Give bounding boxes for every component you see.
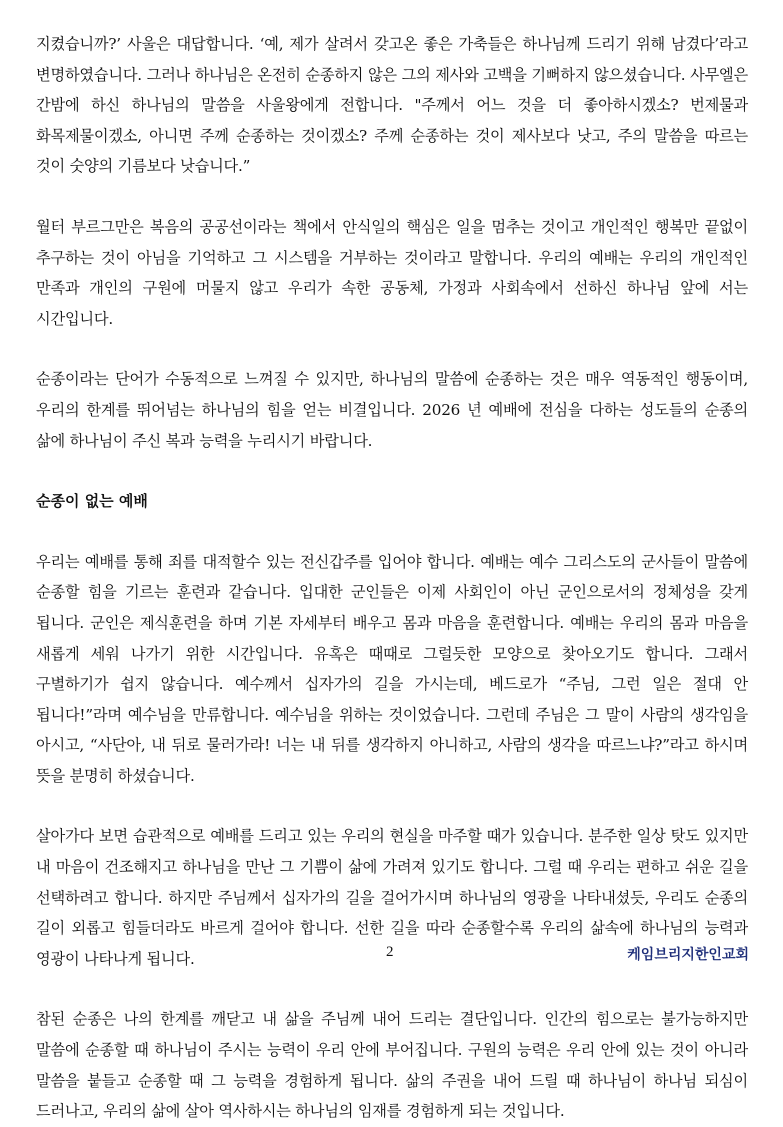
paragraph-armor-of-god: 우리는 예배를 통해 죄를 대적할수 있는 전신갑주를 입어야 합니다. 예배는 예수 그리스도의 군사들이 말씀에 순종할 힘을 기르는 훈련과 같습니다. 입대한 군인들은 이제 사회인이 아닌 군인으로서의 정체성을 갖게 됩니다. 군인은 제식훈련을 하며 기본 자세부터 배우고 몸과 마음을 훈련합니다. 예배는 우리의 몸과 마음을 새롭게 세워 나가기 위한 시간입니다. 유혹은 때때로 그럴듯한 모양으로 찾아오기도 합니다. 그래서 구별하기가 쉽지 않습니다. 예수께서 십자가의 길을 가시는데, 베드로가 “주님, 그런 일은 절대 안 됩니다!”라며 예수님을 만류합니다. 예수님을 위하는 것이었습니다. 그런데 주님은 그 말이 사람의 생각임을 아시고, “사단아, 내 뒤로 물러가라! 너는 내 뒤를 생각하지 아니하고, 사람의 생각을 따르느냐?”라고 하시며 뜻을 분명히 하셨습니다. bbox=[36, 552, 748, 785]
paragraph-gap bbox=[36, 182, 748, 212]
paragraph-gap bbox=[36, 974, 748, 1004]
paragraph-true-obedience: 참된 순종은 나의 한계를 깨닫고 내 삶을 주님께 내어 드리는 결단입니다. 인간의 힘으로는 불가능하지만 말씀에 순종할 때 하나님이 주시는 능력이 우리 안에 부어집니다. 구원의 능력은 우리 안에 있는 것이 아니라 말씀을 붙들고 순종할 때 그 능력을 경험하게 됩니다. 삶의 주권을 내어 드릴 때 하나님이 하나님 되심이 드러나고, 우리의 삶에 살아 역사하시는 하나님의 임재를 경험하게 되는 것입니다. bbox=[36, 1010, 748, 1121]
page-footer bbox=[0, 944, 783, 968]
page-number: 2 bbox=[386, 944, 394, 960]
paragraph-gap bbox=[36, 517, 748, 547]
paragraph-habitual-worship: 살아가다 보면 습관적으로 예배를 드리고 있는 우리의 현실을 마주할 때가 있습니다. 분주한 일상 탓도 있지만 내 마음이 건조해지고 하나님을 만난 그 기쁨이 삶에 가려져 있기도 합니다. 그럴 때 우리는 편하고 쉬운 길을 선택하려고 합니다. 하지만 주님께서 십자가의 길을 걸어가시며 하나님의 영광을 나타내셨듯, 우리도 순종의 길이 외롭고 힘들더라도 바르게 걸어야 합니다. 선한 길을 따라 순종할수록 우리의 삶속에 하나님의 능력과 영광이 나타나게 됩니다. bbox=[36, 827, 748, 968]
paragraph-obedience-dynamic: 순종이라는 단어가 수동적으로 느껴질 수 있지만, 하나님의 말씀에 순종하는 것은 매우 역동적인 행동이며, 우리의 한계를 뛰어넘는 하나님의 힘을 얻는 비결입니다. 2026 년 예배에 전심을 다하는 성도들의 순종의 삶에 하나님이 주신 복과 능력을 누리시기 바랍니다. bbox=[36, 370, 748, 450]
paragraph-brueggemann: 월터 부르그만은 복음의 공공선이라는 책에서 안식일의 핵심은 일을 멈추는 것이고 개인적인 행복만 끝없이 추구하는 것이 아님을 기억하고 그 시스템을 거부하는 것이라고 말합니다. 우리의 예배는 우리의 개인적인 만족과 개인의 구원에 머물지 않고 우리가 속한 공동체, 가정과 사회속에서 선하신 하나님 앞에 서는 시간입니다. bbox=[36, 217, 748, 328]
paragraph-saul-answer: 지켰습니까?’ 사울은 대답합니다. ‘예, 제가 살려서 갖고온 좋은 가축들은 하나님께 드리기 위해 남겼다’라고 변명하였습니다. 그러나 하나님은 온전히 순종하지 않은 그의 제사와 고백을 기뻐하지 않으셨습니다. 사무엘은 간밤에 하신 하나님의 말씀을 사울왕에게 전합니다. "주께서 어느 것을 더 좋아하시겠소? 번제물과 화목제물이겠소, 아니면 주께 순종하는 것이겠소? 주께 순종하는 것이 제사보다 낫고, 주의 말씀을 따르는 것이 숫양의 기름보다 낫습니다.” bbox=[36, 35, 748, 176]
paragraph-gap bbox=[36, 334, 748, 364]
section-heading: 순종이 없는 예배 bbox=[36, 492, 148, 511]
paragraph-gap bbox=[36, 456, 748, 486]
church-name: 케임브리지한인교회 bbox=[627, 947, 749, 963]
paragraph-gap bbox=[36, 791, 748, 821]
